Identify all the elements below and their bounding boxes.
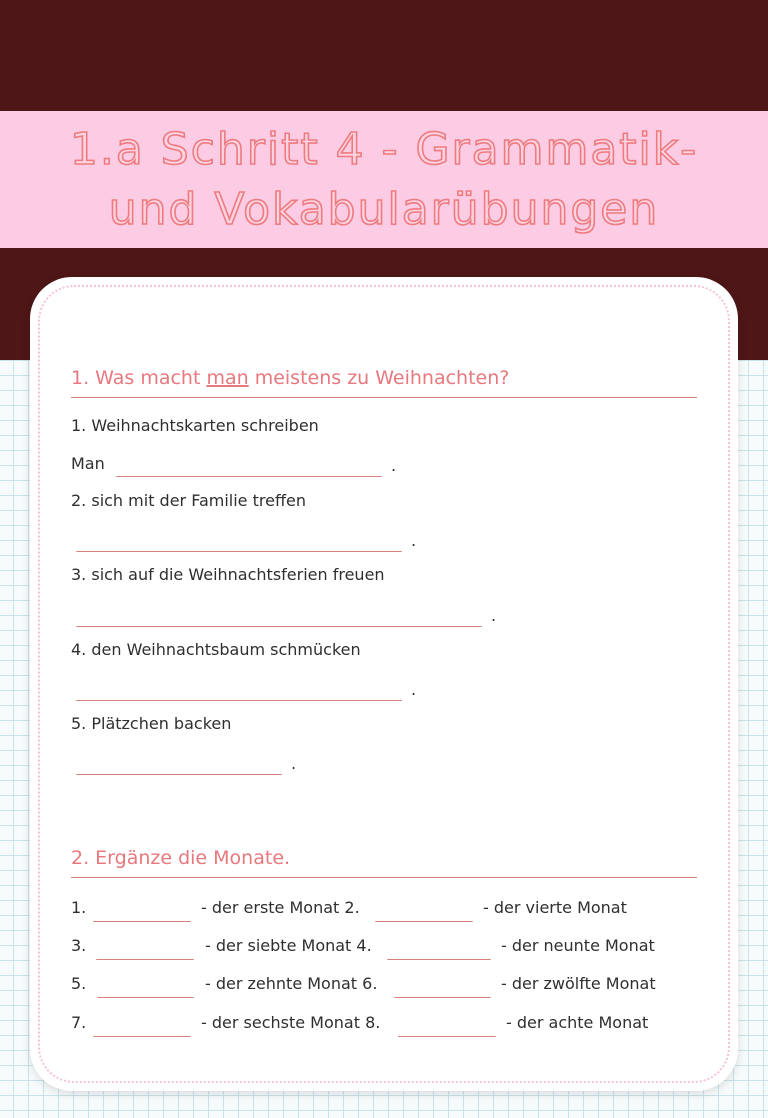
title-banner xyxy=(0,111,768,248)
month-description: - der sechste Monat 8. xyxy=(201,1013,381,1032)
end-period: . xyxy=(391,456,397,475)
month-description: - der vierte Monat xyxy=(483,898,627,917)
answer-start-text: Man xyxy=(71,454,105,473)
month-number: 5. xyxy=(71,974,87,993)
month-description: - der zwölfte Monat xyxy=(501,974,656,993)
heading-underlined-word: man xyxy=(206,367,249,389)
month-blank[interactable] xyxy=(375,921,473,922)
card-dotted-border xyxy=(38,285,730,1083)
month-number: 7. xyxy=(71,1013,87,1032)
end-period: . xyxy=(411,531,417,550)
answer-blank-1[interactable] xyxy=(116,476,382,477)
heading-text: meistens zu Weihnachten? xyxy=(248,367,510,389)
month-blank[interactable] xyxy=(97,997,194,998)
month-number: 3. xyxy=(71,936,87,955)
month-number: 1. xyxy=(71,898,87,917)
month-description: - der neunte Monat xyxy=(501,936,655,955)
exercise-prompt-2: 2. sich mit der Familie treffen xyxy=(71,491,306,510)
exercise-prompt-3: 3. sich auf die Weihnachtsferien freuen xyxy=(71,565,385,584)
month-description: - der zehnte Monat 6. xyxy=(205,974,378,993)
exercise-prompt-5: 5. Plätzchen backen xyxy=(71,714,232,733)
heading-text: 1. Was macht xyxy=(71,367,207,389)
end-period: . xyxy=(291,754,297,773)
worksheet-card xyxy=(30,277,738,1091)
month-description: - der achte Monat xyxy=(506,1013,649,1032)
exercise-prompt-4: 4. den Weihnachtsbaum schmücken xyxy=(71,640,361,659)
end-period: . xyxy=(411,680,417,699)
answer-blank-3[interactable] xyxy=(76,626,482,627)
section-1-heading xyxy=(71,367,697,398)
page-title-line-1: 1.a Schritt 4 - Grammatik- xyxy=(69,123,699,175)
answer-blank-2[interactable] xyxy=(76,551,402,552)
month-blank[interactable] xyxy=(398,1036,496,1037)
answer-blank-5[interactable] xyxy=(76,774,282,775)
answer-blank-4[interactable] xyxy=(76,700,402,701)
section-2-heading: 2. Ergänze die Monate. xyxy=(71,847,697,878)
month-description: - der siebte Monat 4. xyxy=(205,936,372,955)
month-blank[interactable] xyxy=(93,921,191,922)
page-title-line-2: und Vokabularübungen xyxy=(108,183,660,235)
month-blank[interactable] xyxy=(96,959,194,960)
month-description: - der erste Monat 2. xyxy=(201,898,360,917)
month-blank[interactable] xyxy=(387,959,491,960)
end-period: . xyxy=(491,606,497,625)
month-blank[interactable] xyxy=(394,997,491,998)
exercise-prompt-1: 1. Weihnachtskarten schreiben xyxy=(71,416,319,435)
month-blank[interactable] xyxy=(93,1036,191,1037)
